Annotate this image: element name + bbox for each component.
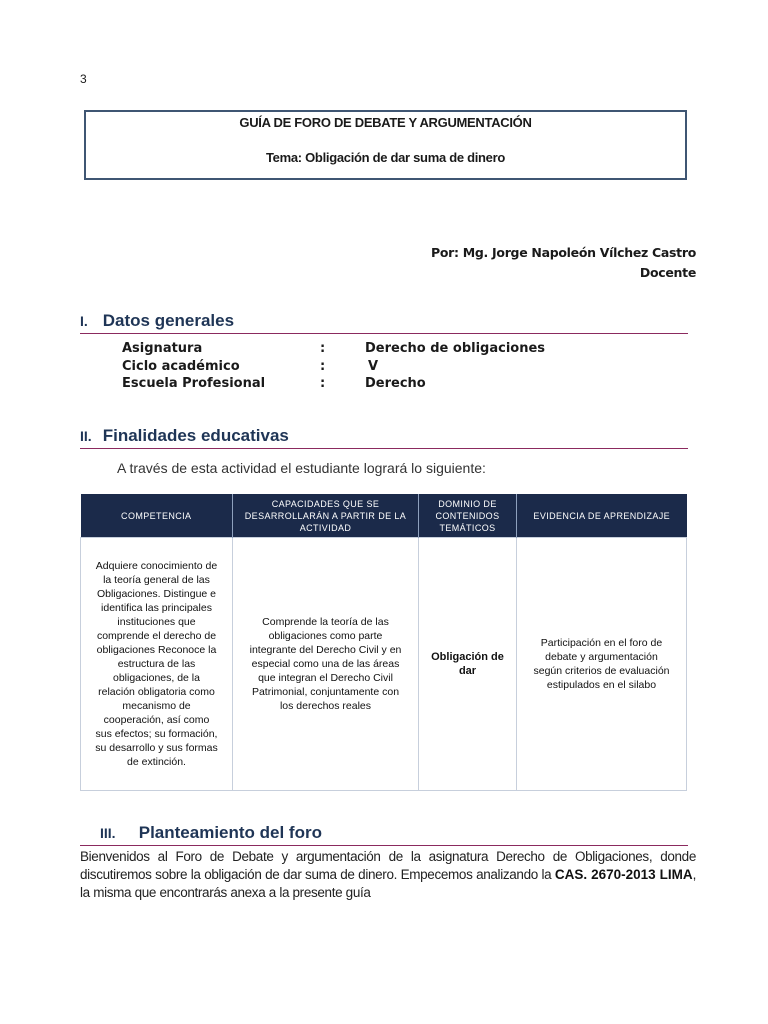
data-key: Ciclo académico — [122, 358, 240, 374]
paragraph-text: Bienvenidos al Foro de Debate y argumentación de la asignatura Derecho de Obligaciones, donde discutiremos sobre la obligación de dar suma de dinero. Empecemos analizando la — [80, 849, 696, 882]
author-block — [431, 243, 696, 283]
data-key: Escuela Profesional — [122, 376, 266, 391]
data-row — [122, 359, 682, 377]
column-header: COMPETENCIA — [81, 494, 233, 538]
section-title: Finalidades educativas — [102, 426, 289, 445]
data-row — [122, 376, 682, 394]
data-value: V — [368, 358, 379, 374]
column-header: CAPACIDADES QUE SE DESARROLLARÁN A PARTIR DE LA ACTIVIDAD — [233, 494, 419, 538]
data-row — [122, 341, 682, 359]
table-cell-competencia: Adquiere conocimiento de la teoría general de las Obligaciones. Distingue e identifica las principales instituciones que comprende el derecho de obligaciones Reconoce la estructura de las obligaciones, de la relación obligatoria como mecanismo de cooperación, así como sus efectos; su formación, su desarrollo y sus formas de extinción. — [81, 538, 233, 791]
table-cell-evidencia: Participación en el foro de debate y argumentación según criterios de evaluación estipulados en el silabo — [517, 538, 687, 791]
data-separator: : — [320, 376, 326, 391]
column-header: EVIDENCIA DE APRENDIZAJE — [517, 494, 687, 538]
section-number: III. — [100, 825, 116, 841]
data-separator: : — [320, 358, 326, 374]
section-heading-planteamiento — [80, 823, 688, 846]
author-role: Docente — [639, 265, 696, 280]
title-box — [84, 110, 687, 180]
author-name: Por: Mg. Jorge Napoleón Vílchez Castro — [431, 245, 696, 260]
forum-intro-paragraph — [80, 848, 696, 902]
paragraph-text: , la misma que encontrarás anexa a la presente guía — [80, 867, 696, 900]
data-value: Derecho — [365, 376, 426, 391]
document-subtitle: Tema: Obligación de dar suma de dinero — [265, 150, 506, 165]
section-heading-datos-generales — [80, 311, 688, 334]
section-heading-finalidades — [80, 426, 688, 449]
section-title: Planteamiento del foro — [138, 823, 322, 842]
data-separator: : — [320, 341, 326, 356]
table-row — [81, 538, 687, 791]
column-header: DOMINIO DE CONTENIDOS TEMÁTICOS — [419, 494, 517, 538]
data-value: Derecho de obligaciones — [365, 341, 546, 356]
section-title: Datos generales — [102, 311, 235, 330]
section-number: II. — [80, 428, 92, 444]
page-number: 3 — [80, 72, 87, 86]
table-cell-capacidades: Comprende la teoría de las obligaciones como parte integrante del Derecho Civil y en especial como una de las áreas que integran el Derecho Civil Patrimonial, conjuntamente con los derechos reales — [233, 538, 419, 791]
intro-text: A través de esta actividad el estudiante logrará lo siguiente: — [117, 460, 486, 476]
table-header-row — [81, 494, 687, 538]
document-title: GUÍA DE FORO DE DEBATE Y ARGUMENTACIÓN — [239, 115, 532, 130]
data-key: Asignatura — [122, 341, 203, 356]
case-reference: CAS. 2670-2013 LIMA — [554, 867, 693, 882]
general-data-list — [122, 341, 682, 394]
competencies-table — [80, 494, 687, 791]
table-cell-dominio: Obligación de dar — [419, 538, 517, 791]
section-number: I. — [80, 313, 88, 329]
